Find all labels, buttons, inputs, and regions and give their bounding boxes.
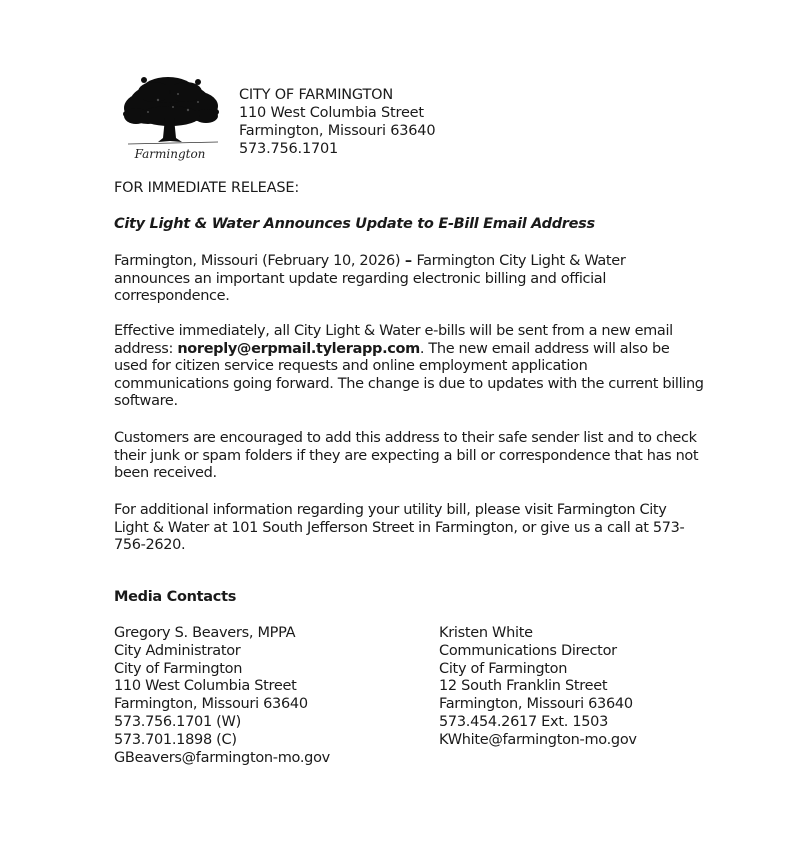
contact-phone-work: 573.756.1701 (W) bbox=[114, 713, 241, 730]
org-street: 110 West Columbia Street bbox=[239, 105, 424, 121]
letterhead-address bbox=[239, 86, 435, 158]
media-contact-beavers bbox=[114, 625, 330, 767]
contact-city-state-zip: Farmington, Missouri 63640 bbox=[114, 696, 308, 713]
media-contact-white bbox=[439, 625, 637, 750]
contact-email: GBeavers@farmington-mo.gov bbox=[114, 749, 330, 766]
contact-street: 110 West Columbia Street bbox=[114, 678, 297, 695]
contact-name: Gregory S. Beavers, MPPA bbox=[114, 625, 296, 641]
email-change-text-after: . The new email address will also be used for citizen service requests and online employment application communications going forward. The change is due to updates with the current billing software. bbox=[114, 340, 704, 410]
dateline-dash: – bbox=[400, 253, 417, 269]
email-change-text-before: Effective immediately, all City Light & Water e-bills will be sent from a new email address: bbox=[114, 323, 673, 357]
new-email-address: noreply@erpmail.tylerapp.com bbox=[177, 340, 420, 357]
paragraph-additional-info: For additional information regarding your utility bill, please visit Farmington City Light & Water at 101 South Jefferson Street in Farmington, or give us a call at 573-756-2620. bbox=[114, 502, 685, 554]
contact-title: City Administrator bbox=[114, 642, 241, 659]
contact-name: Kristen White bbox=[439, 625, 533, 641]
contact-street: 12 South Franklin Street bbox=[439, 678, 608, 695]
paragraph-safe-sender: Customers are encouraged to add this address to their safe sender list and to check their junk or spam folders if they are expecting a bill or correspondence that has not been received. bbox=[114, 430, 699, 482]
farmington-tree-logo bbox=[118, 72, 224, 168]
contact-org: City of Farmington bbox=[439, 660, 568, 677]
org-name: CITY OF FARMINGTON bbox=[239, 87, 393, 103]
dateline: Farmington, Missouri (February 10, 2026) bbox=[114, 253, 401, 269]
contact-phone-work: 573.454.2617 Ext. 1503 bbox=[439, 713, 609, 730]
svg-text:Farmington: Farmington bbox=[134, 147, 206, 161]
contact-org: City of Farmington bbox=[114, 660, 243, 677]
contact-title: Communications Director bbox=[439, 642, 617, 659]
paragraph-email-change bbox=[114, 323, 704, 411]
release-label: FOR IMMEDIATE RELEASE: bbox=[114, 180, 300, 196]
contact-phone-cell: 573.701.1898 (C) bbox=[114, 731, 237, 748]
intro-text: Farmington City Light & Water announces an important update regarding electronic billing and official correspondence. bbox=[114, 253, 626, 305]
org-city-state-zip: Farmington, Missouri 63640 bbox=[239, 123, 436, 139]
org-phone: 573.756.1701 bbox=[239, 141, 339, 157]
tree-icon bbox=[118, 72, 224, 168]
headline: City Light & Water Announces Update to E-Bill Email Address bbox=[114, 216, 595, 232]
paragraph-intro bbox=[114, 253, 704, 306]
contact-email: KWhite@farmington-mo.gov bbox=[439, 731, 637, 748]
contact-city-state-zip: Farmington, Missouri 63640 bbox=[439, 696, 633, 713]
media-contacts-title: Media Contacts bbox=[114, 589, 237, 605]
